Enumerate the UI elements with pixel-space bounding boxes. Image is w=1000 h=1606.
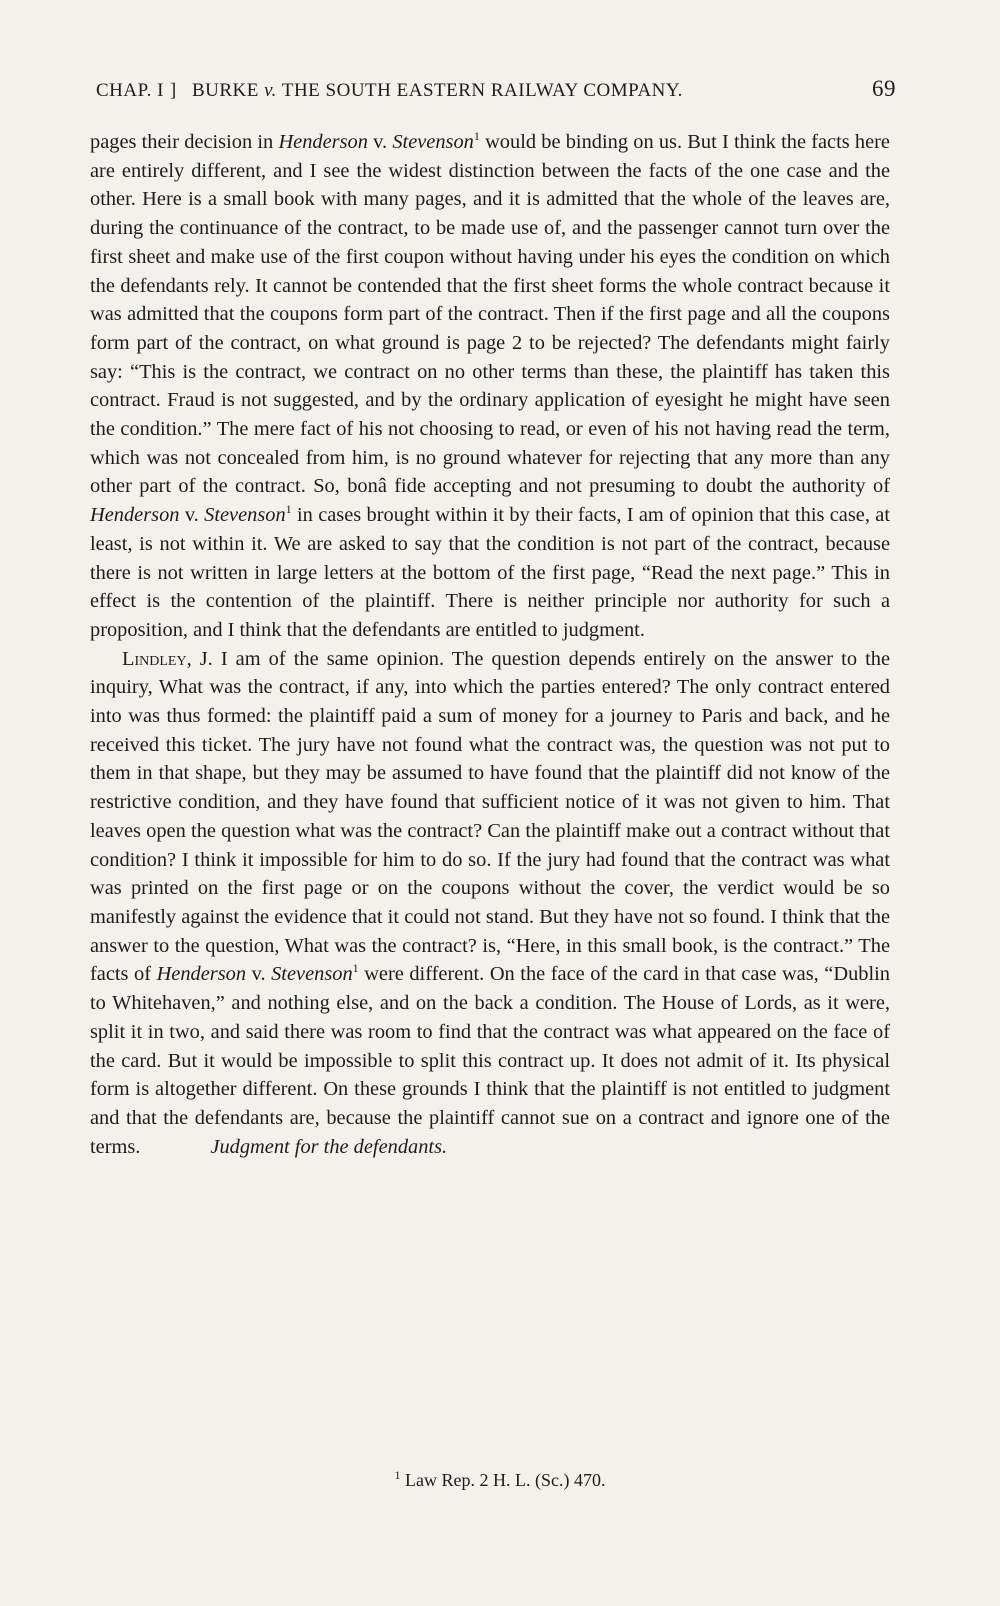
footnote-reference: 1 [285, 502, 292, 517]
page-number: 69 [872, 76, 896, 101]
text-run: v. [367, 131, 393, 153]
page-body [90, 128, 890, 1161]
case-name-defendant: THE SOUTH EASTERN RAILWAY COMPANY. [281, 80, 683, 101]
text-run: in cases brought within it by their facts, I am of opinion that this case, at least, is not within it. We are asked to say that the condition is not part of the contract, because there is not written in large letters at the bottom of the first page, “Read the next page.” This in effect is the contention of the plaintiff. There is neither principle nor authority for such a proposition, and I think that the defendants are entitled to judgment. [90, 504, 890, 641]
footnote [0, 1470, 1000, 1491]
judgment-statement: Judgment for the defendants. [210, 1135, 448, 1158]
text-run: v. [179, 504, 205, 527]
chapter-label: CHAP. I [96, 80, 164, 101]
case-citation-italic: Henderson [278, 131, 368, 153]
case-citation-italic: Stevenson [271, 963, 353, 986]
judge-name: Lindley [122, 647, 187, 670]
footnote-reference: 1 [352, 961, 359, 976]
case-citation-italic: Henderson [156, 963, 247, 986]
running-title [96, 80, 683, 102]
paragraph-lindley-opinion [90, 645, 890, 1162]
case-name-versus: v. [264, 80, 277, 101]
text-run: were different. On the face of the card in that case was, “Dublin to Whitehaven,” and nothing else, and on the back a condition. The House of Lords, as it were, split it in two, and said there was room to find that the contract was what appeared on the face of the card. But it would be impossible to split this contract up. It does not admit of it. Its physical form is altogether different. On these grounds I think that the plaintiff is not entitled to judgment and that the defendants are, because the plaintiff cannot sue on a contract and ignore one of the terms. [90, 963, 890, 1158]
case-citation-italic: Stevenson [204, 504, 286, 527]
paragraph-opinion-continued [90, 128, 890, 645]
footnote-marker: 1 [394, 1468, 401, 1482]
case-name-plaintiff: BURKE [191, 80, 259, 101]
footnote-reference: 1 [473, 129, 480, 144]
text-run: v. [246, 963, 272, 986]
chapter-bracket: ] [169, 80, 177, 101]
running-header [96, 74, 900, 108]
text-run: pages their decision in [90, 131, 279, 153]
case-citation-italic: Henderson [90, 504, 180, 527]
text-run: , J. I am of the same opinion. The question depends entirely on the answer to the inquiry, What was the contract, if any, into which the parties entered? The only contract entered into was thus formed: the plaintiff paid a sum of money for a journey to Paris and back, and he received this ticket. The jury have not found what the contract was, the question was not put to them in that shape, but they may be assumed to have found that the plaintiff did not know of the restrictive condition, and they have found that sufficient notice of it was not given to him. That leaves open the question what was the contract? Can the plaintiff make out a contract without that condition? I think it impossible for him to do so. If the jury had found that the contract was what was printed on the first page or on the coupons without the cover, the verdict would be so manifestly against the evidence that it could not stand. But they have not so found. I think that the answer to the question, What was the contract? is, “Here, in this small book, is the contract.” The facts of [90, 647, 890, 986]
footnote-text: Law Rep. 2 H. L. (Sc.) 470. [400, 1470, 606, 1490]
case-citation-italic: Stevenson [392, 131, 474, 153]
text-run: would be binding on us. But I think the facts here are entirely different, and I see the widest distinction between the facts of the one case and the other. Here is a small book with many pages, and it is admitted that the whole of the leaves are, during the continuance of the contract, to be made use of, and the passenger cannot turn over the first sheet and make use of the first coupon without having under his eyes the condition on which the defendants rely. It cannot be contended that the first sheet forms the whole contract because it was admitted that the coupons form part of the contract. Then if the first page and all the coupons form part of the contract, on what ground is page 2 to be rejected? The defendants might fairly say: “This is the contract, we contract on no other terms than these, the plaintiff has taken this contract. Fraud is not suggested, and by the ordinary application of eyesight he might have seen the condition.” The mere fact of his not choosing to read, or even of his not having read the term, which was not concealed from him, is no ground whatever for rejecting that any more than any other part of the contract. So, bonâ fide accepting and not presuming to doubt the authority of [90, 131, 890, 498]
